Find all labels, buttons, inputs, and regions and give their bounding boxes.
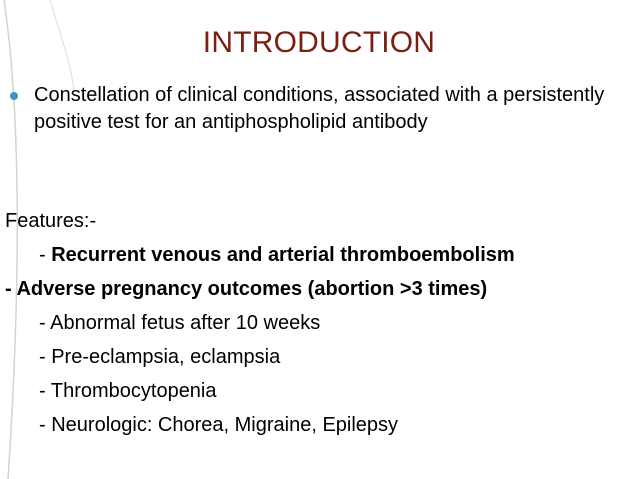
bullet-item bbox=[10, 82, 620, 136]
feature-item bbox=[5, 374, 635, 408]
feature-text: - Pre-eclampsia, eclampsia bbox=[39, 346, 281, 368]
feature-text: - Neurologic: Chorea, Migraine, Epilepsy bbox=[39, 414, 399, 436]
features-heading: Features:- bbox=[5, 210, 97, 232]
feature-item bbox=[5, 238, 635, 272]
bullet-marker bbox=[10, 92, 18, 100]
feature-text: Recurrent venous and arterial thromboembolism bbox=[51, 244, 515, 266]
feature-item bbox=[5, 340, 635, 374]
bullet-text: Constellation of clinical conditions, associated with a persistently positive test for an antiphospholipid antibody bbox=[34, 84, 605, 133]
feature-item bbox=[5, 272, 635, 306]
feature-item bbox=[5, 408, 635, 442]
feature-text: - Abnormal fetus after 10 weeks bbox=[39, 312, 321, 334]
feature-text: - Adverse pregnancy outcomes (abortion >3 times) bbox=[5, 278, 488, 300]
slide-title: INTRODUCTION bbox=[202, 26, 436, 59]
feature-item bbox=[5, 306, 635, 340]
features-list bbox=[5, 204, 635, 442]
feature-prefix: - bbox=[39, 244, 52, 266]
feature-text: - Thrombocytopenia bbox=[39, 380, 217, 402]
